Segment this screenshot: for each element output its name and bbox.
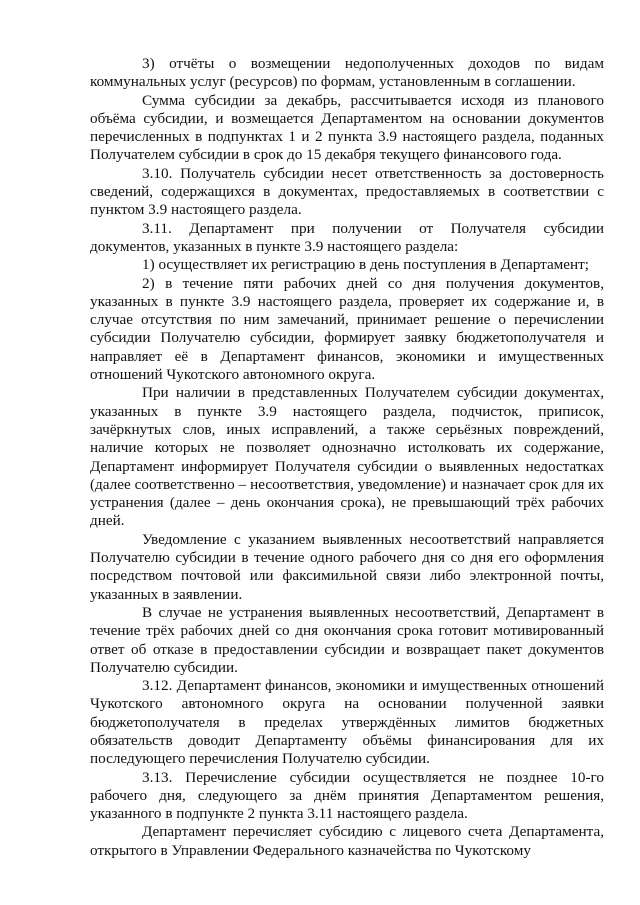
paragraph-notification: Уведомление с указанием выявленных несоответствий направляется Получателю субсидии в течение одного рабочего дня со дня его оформления посредством почтовой или факсимильной связи либо электронной почты, указанных в заявлении.: [90, 530, 604, 603]
document-page: [90, 55, 604, 860]
paragraph-reports: 3) отчёты о возмещении недополученных доходов по видам коммунальных услуг (ресурсов) по формам, установленным в соглашении.: [90, 55, 604, 91]
paragraph-3-10: 3.10. Получатель субсидии несет ответственность за достоверность сведений, содержащихся в документах, предоставляемых в соответствии с пунктом 3.9 настоящего раздела.: [90, 164, 604, 219]
paragraph-3-13: 3.13. Перечисление субсидии осуществляется не позднее 10-го рабочего дня, следующего за днём принятия Департаментом решения, указанного в подпункте 2 пункта 3.11 настоящего раздела.: [90, 768, 604, 823]
paragraph-transfer: Департамент перечисляет субсидию с лицевого счета Департамента, открытого в Управлении Федерального казначейства по Чукотскому: [90, 823, 604, 859]
paragraph-3-11-item-1: 1) осуществляет их регистрацию в день поступления в Департамент;: [142, 256, 590, 274]
paragraph-3-11: 3.11. Департамент при получении от Получателя субсидии документов, указанных в пункте 3.9 настоящего раздела:: [90, 219, 604, 255]
paragraph-refusal: В случае не устранения выявленных несоответствий, Департамент в течение трёх рабочих дней со дня окончания срока готовит мотивированный ответ об отказе в предоставлении субсидии и возвращает пакет документов Получателю субсидии.: [90, 603, 604, 676]
paragraph-december-subsidy: Сумма субсидии за декабрь, рассчитывается исходя из планового объёма субсидии, и возмещается Департаментом на основании документов перечисленных в подпунктах 1 и 2 пункта 3.9 настоящего раздела, поданных Получателем субсидии в срок до 15 декабря текущего финансового года.: [90, 91, 604, 164]
paragraph-3-12: 3.12. Департамент финансов, экономики и имущественных отношений Чукотского автономного округа на основании полученной заявки бюджетополучателя в пределах утверждённых лимитов бюджетных обязательств доводит Департаменту объёмы финансирования для их последующего перечисления Получателю субсидии.: [90, 677, 604, 768]
paragraph-deficiencies: При наличии в представленных Получателем субсидии документах, указанных в пункте 3.9 настоящего раздела, подчисток, приписок, зачёркнутых слов, иных исправлений, а также серьёзных повреждений, наличие которых не позволяет однозначно истолковать их содержание, Департамент информирует Получателя субсидии о выявленных недостатках (далее соответственно – несоответствия, уведомление) и назначает срок для их устранения (далее – день окончания срока), не превышающий трёх рабочих дней.: [90, 384, 604, 530]
paragraph-3-11-item-2: 2) в течение пяти рабочих дней со дня получения документов, указанных в пункте 3.9 настоящего раздела, проверяет их содержание и, в случае отсутствия по ним замечаний, принимает решение о перечислении субсидии Получателю субсидии, формирует заявку бюджетополучателя и направляет её в Департамент финансов, экономики и имущественных отношений Чукотского автономного округа.: [90, 274, 604, 384]
